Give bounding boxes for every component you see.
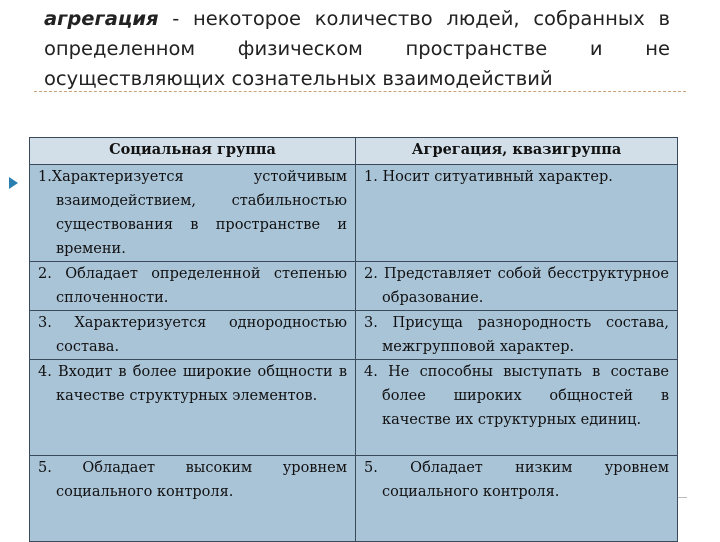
table-row [30, 456, 678, 542]
title-definition: - некоторое количество людей, собранных в определенном физическом пространстве и не осуществляющих сознательных взаимодействий [44, 7, 670, 90]
social-group-cell: 1.Характеризуется устойчивым взаимодействием, стабильностью существования в пространстве и времени. [30, 165, 356, 262]
aggregation-cell: 1. Носит ситуативный характер. [356, 165, 678, 262]
title-term: агрегация [44, 7, 159, 30]
social-group-cell: 5. Обладает высоким уровнем социального контроля. [30, 456, 356, 542]
slide-title [44, 4, 670, 94]
edge-divider [677, 497, 687, 498]
table-row [30, 262, 678, 311]
aggregation-cell: 5. Обладает низким уровнем социального контроля. [356, 456, 678, 542]
social-group-cell: 3. Характеризуется однородностью состава. [30, 311, 356, 360]
triangle-bullet-icon [9, 177, 18, 189]
aggregation-cell: 2. Представляет собой бесструктурное образование. [356, 262, 678, 311]
table-header-row [30, 138, 678, 165]
social-group-cell: 2. Обладает определенной степенью сплоченности. [30, 262, 356, 311]
aggregation-cell: 4. Не способны выступать в составе более широких общностей в качестве их структурных единиц. [356, 360, 678, 456]
table-row [30, 360, 678, 456]
social-group-cell: 4. Входит в более широкие общности в качестве структурных элементов. [30, 360, 356, 456]
comparison-table [29, 137, 678, 542]
title-divider [34, 91, 686, 92]
header-social-group: Социальная группа [30, 138, 356, 165]
aggregation-cell: 3. Присуща разнородность состава, межгрупповой характер. [356, 311, 678, 360]
table-row [30, 165, 678, 262]
table-row [30, 311, 678, 360]
header-aggregation: Агрегация, квазигруппа [356, 138, 678, 165]
